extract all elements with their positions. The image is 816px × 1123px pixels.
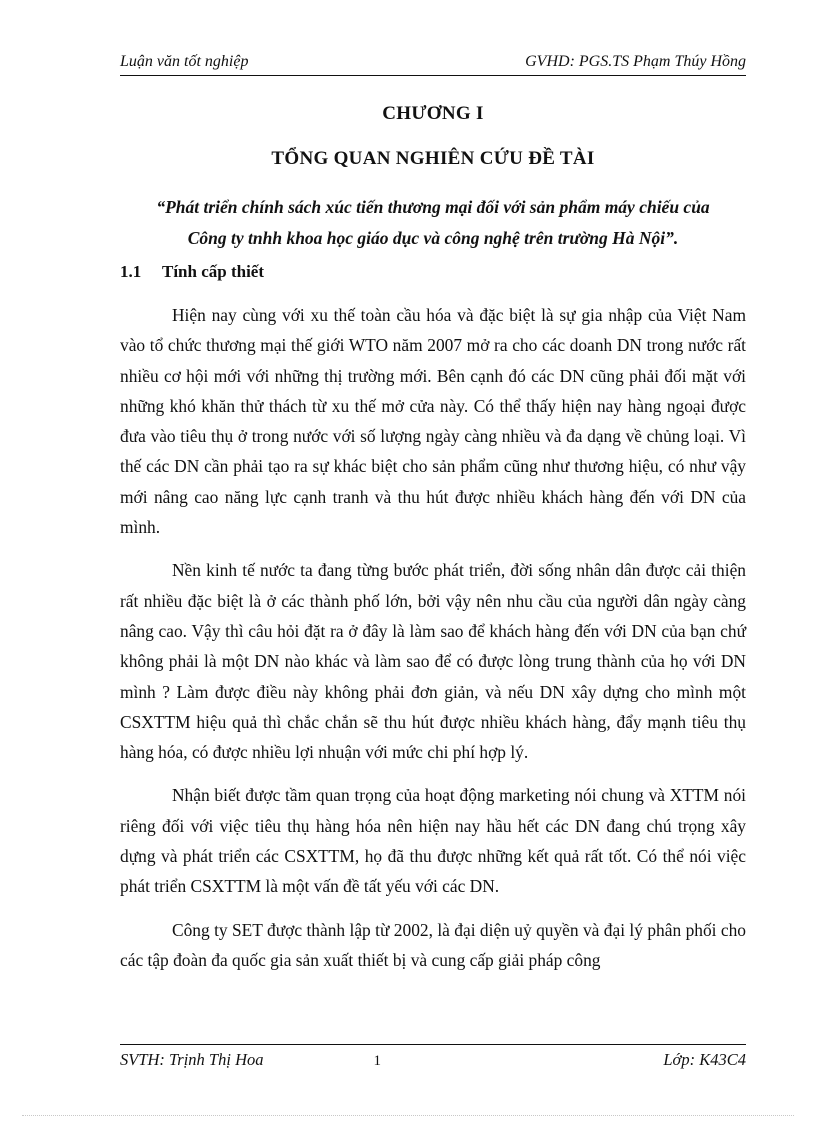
footer-class: Lớp: K43C4 — [663, 1050, 746, 1069]
paragraph: Hiện nay cùng với xu thế toàn cầu hóa và đặc biệt là sự gia nhập của Việt Nam vào tổ chức thương mại thế giới WTO năm 2007 mở ra cho các doanh DN trong nước rất nhiều cơ hội mới với những thị trường mới. Bên cạnh đó các DN cũng phải đối mặt với những khó khăn thử thách từ xu thế mở cửa này. Có thể thấy hiện nay hàng ngoại được đưa vào tiêu thụ ở trong nước với số lượng ngày càng nhiều và đa dạng về chủng loại. Vì thế các DN cần phải tạo ra sự khác biệt cho sản phẩm cũng như thương hiệu, có như vậy mới nâng cao năng lực cạnh tranh và thu hút được nhiều khách hàng đến với DN của mình. — [120, 305, 746, 538]
paragraph: Nền kinh tế nước ta đang từng bước phát triển, đời sống nhân dân được cải thiện rất nhiều đặc biệt là ở các thành phố lớn, bởi vậy nên nhu cầu của người dân ngày càng nâng cao. Vậy thì câu hỏi đặt ra ở đây là làm sao để khách hàng đến với DN của bạn chứ không phải là một DN nào khác và làm sao để có được lòng trung thành của họ với DN mình ? Làm được điều này không phải đơn giản, và nếu DN xây dựng cho mình một CSXTTM hiệu quả thì chắc chắn sẽ thu hút được nhiều khách hàng, đẩy mạnh tiêu thụ hàng hóa, có được nhiều lợi nhuận với mức chi phí hợp lý. — [120, 560, 746, 763]
body-text — [120, 300, 746, 988]
header-supervisor: GVHD: PGS.TS Phạm Thúy Hồng — [525, 53, 746, 70]
section-number: 1.1 — [120, 262, 142, 281]
page-footer — [120, 1044, 746, 1070]
page-header — [120, 52, 746, 76]
section-title: Tính cấp thiết — [162, 262, 265, 281]
thesis-title-line-1: “Phát triển chính sách xúc tiến thương mại đối với sản phẩm máy chiếu của — [156, 197, 710, 217]
section-heading — [120, 262, 264, 282]
header-thesis-label: Luận văn tốt nghiệp — [120, 53, 249, 70]
chapter-label: CHƯƠNG I — [382, 103, 484, 124]
paragraph: Nhận biết được tầm quan trọng của hoạt động marketing nói chung và XTTM nói riêng đối với việc tiêu thụ hàng hóa nên hiện nay hầu hết các DN đang chú trọng xây dựng và phát triển các CSXTTM, họ đã thu được những kết quả rất tốt. Có thể nói việc phát triển CSXTTM là một vấn đề tất yếu với các DN. — [120, 785, 746, 897]
footer-student: SVTH: Trịnh Thị Hoa — [120, 1050, 264, 1069]
paragraph: Công ty SET được thành lập từ 2002, là đại diện uỷ quyền và đại lý phân phối cho các tập đoàn đa quốc gia sản xuất thiết bị và cung cấp giải pháp công — [120, 919, 746, 970]
thesis-title-line-2: Công ty tnhh khoa học giáo dục và công nghệ trên trường Hà Nội”. — [187, 228, 679, 248]
thesis-title — [120, 192, 746, 254]
page-number: 1 — [373, 1053, 381, 1069]
chapter-title: TỔNG QUAN NGHIÊN CỨU ĐỀ TÀI — [271, 148, 595, 169]
page-bottom-divider — [22, 1115, 794, 1116]
